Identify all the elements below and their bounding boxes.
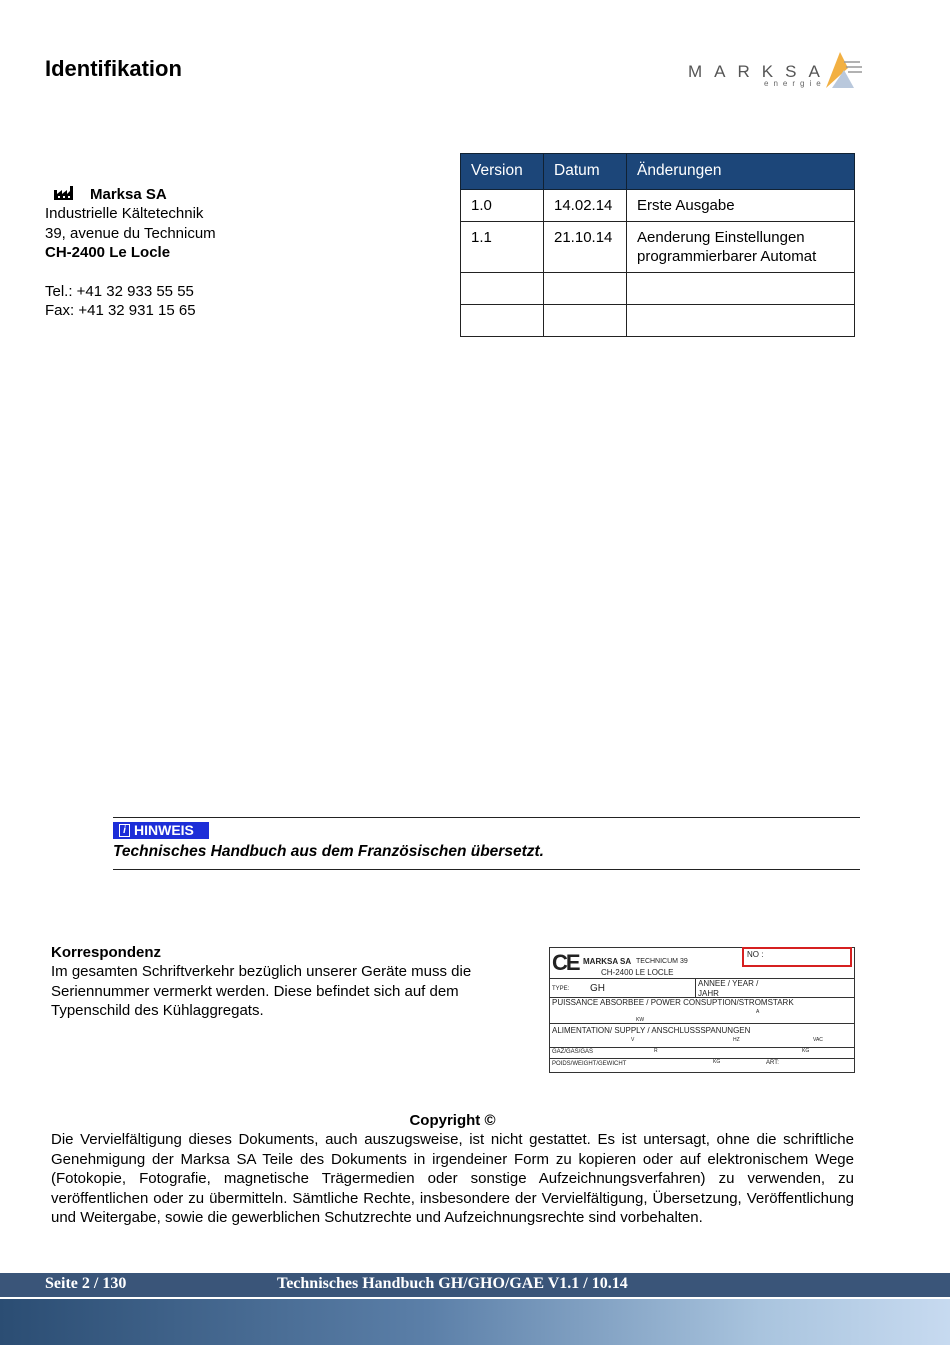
row-change: Aenderung Einstellungen programmierbarer Automat: [627, 222, 855, 273]
weight-label: POIDS/WEIGHT/GEWICHT: [552, 1061, 627, 1067]
row-change: Erste Ausgabe: [627, 190, 855, 222]
row-date: 14.02.14: [544, 190, 627, 222]
header-changes: Änderungen: [627, 154, 855, 190]
weight-art: ART:: [766, 1060, 779, 1066]
company-address: [45, 185, 216, 320]
fax-number: Fax: +41 32 931 15 65: [45, 302, 196, 320]
correspondence-text: Im gesamten Schriftverkehr bezüglich unserer Geräte muss die Seriennummer vermerkt werden. Diese befindet sich auf dem Typenschild des Kühlaggregats.: [51, 963, 472, 1020]
supply-hz: HZ: [733, 1037, 740, 1043]
supply-v: V: [631, 1037, 635, 1043]
power-label: PUISSANCE ABSORBEE / POWER CONSUPTION/STROMSTARK: [552, 998, 794, 1007]
row-version: 1.1: [461, 222, 544, 273]
header-version: Version: [461, 154, 544, 190]
marksa-logo: [688, 48, 863, 94]
hinweis-label: HINWEIS: [134, 822, 194, 838]
empty-row: [461, 273, 855, 305]
phone-number: Tel.: +41 32 933 55 55: [45, 282, 194, 300]
table-row: [461, 190, 855, 222]
supply-label: ALIMENTATION/ SUPPLY / ANSCHLUSSSPANUNGEN: [552, 1026, 751, 1035]
factory-icon: [53, 185, 75, 201]
serial-number-box: [742, 947, 852, 967]
plate-company: MARKSA SA: [583, 957, 632, 966]
plate-street: TECHNICUM 39: [636, 958, 688, 965]
company-name: Marksa SA: [90, 186, 167, 203]
hinweis-notice: [113, 817, 860, 870]
copyright-text: Die Vervielfältigung dieses Dokuments, auch auszugsweise, ist nicht gestattet. Es ist untersagt, ohne die schriftliche Genehmigung der Marksa SA Teile des Dokuments in irgendeiner Form zu kopieren oder auf elektronischem Wege (Fotokopie, Fotografie, magnetische Trägermedien oder sonstige Aufzeichnungsverfahren) zu verwenden, zu veröffentlichen oder zu übermitteln. Sämtliche Rechte, insbesondere der Vervielfältigung, Übersetzung, Veröffentlichung und Weitergabe, sowie die gewerblichen Schutzrechte und Aufzeichnungsrechte sind vorbehalten.: [51, 1131, 854, 1227]
copyright-section: [51, 1111, 854, 1227]
footer-gradient: [0, 1299, 950, 1345]
row-version: 1.0: [461, 190, 544, 222]
type-value: GH: [590, 983, 605, 994]
gas-kg: KG: [802, 1048, 810, 1054]
plate-city: CH-2400 LE LOCLE: [601, 968, 674, 977]
year-label: ANNEE / YEAR / JAHR: [698, 979, 759, 998]
serial-number-label: NO :: [747, 950, 764, 959]
gas-label: GAZ/GAS/GAS: [552, 1049, 594, 1055]
correspondence-heading: Korrespondenz: [51, 944, 162, 961]
empty-row: [461, 305, 855, 337]
ce-mark: CE: [552, 950, 579, 975]
document-title: Technisches Handbuch GH/GHO/GAE V1.1 / 10.14: [277, 1275, 628, 1292]
supply-vac: VAC: [813, 1037, 823, 1043]
row-date: 21.10.14: [544, 222, 627, 273]
header-date: Datum: [544, 154, 627, 190]
info-icon: i: [119, 824, 130, 837]
correspondence-section: [51, 943, 536, 1021]
page-number: Seite 2 / 130: [45, 1275, 127, 1292]
logo-subtitle: energie: [764, 79, 826, 88]
table-row: [461, 222, 855, 273]
footer-bar: [0, 1273, 950, 1297]
page-title: Identifikation: [45, 56, 182, 81]
weight-kg: KG: [713, 1059, 721, 1065]
version-table-header: [461, 154, 855, 190]
company-name-line: [45, 185, 216, 204]
gas-r: R: [654, 1048, 658, 1054]
address-line-2: 39, avenue du Technicum: [45, 224, 216, 242]
hinweis-badge: [113, 822, 209, 839]
power-a: A: [756, 1009, 760, 1015]
logo-word: MARKSA: [688, 62, 832, 81]
version-table: [460, 153, 855, 337]
power-kw: KW: [636, 1017, 645, 1023]
type-plate: [549, 947, 855, 1073]
hinweis-text: Technisches Handbuch aus dem Französischen übersetzt.: [113, 843, 544, 860]
type-label: TYPE:: [552, 986, 570, 992]
address-city: CH-2400 Le Locle: [45, 244, 171, 262]
address-line-1: Industrielle Kältetechnik: [45, 205, 204, 223]
logo-mark-icon: [818, 48, 864, 94]
copyright-heading: Copyright ©: [409, 1112, 496, 1129]
